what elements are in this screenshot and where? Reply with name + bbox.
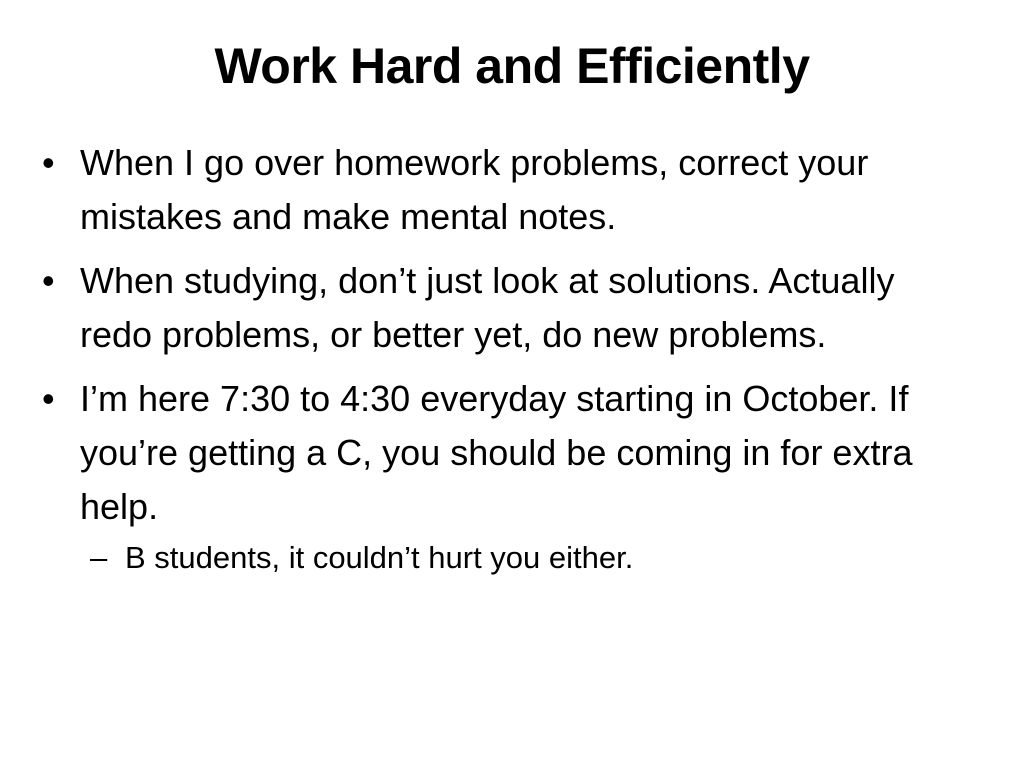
sub-bullet-text: B students, it couldn’t hurt you either. xyxy=(125,540,634,575)
slide-title: Work Hard and Efficiently xyxy=(214,38,810,94)
bullet-dot-icon: • xyxy=(42,260,55,301)
sub-bullet-item xyxy=(90,534,960,582)
bullet-dot-icon: • xyxy=(42,142,55,183)
bullet-dot-icon: • xyxy=(42,378,55,419)
bullet-text: When studying, don’t just look at solutions. Actually redo problems, or better yet, do new problems. xyxy=(80,260,895,355)
bullet-item xyxy=(40,136,960,244)
bullet-text: I’m here 7:30 to 4:30 everyday starting in October. If you’re getting a C, you should be coming in for extra help. xyxy=(80,378,913,527)
dash-icon: – xyxy=(90,540,108,575)
bullet-list xyxy=(40,136,960,592)
sub-bullet-list xyxy=(80,534,960,582)
bullet-item xyxy=(40,372,960,582)
bullet-text: When I go over homework problems, correct your mistakes and make mental notes. xyxy=(80,142,869,237)
bullet-item xyxy=(40,254,960,362)
